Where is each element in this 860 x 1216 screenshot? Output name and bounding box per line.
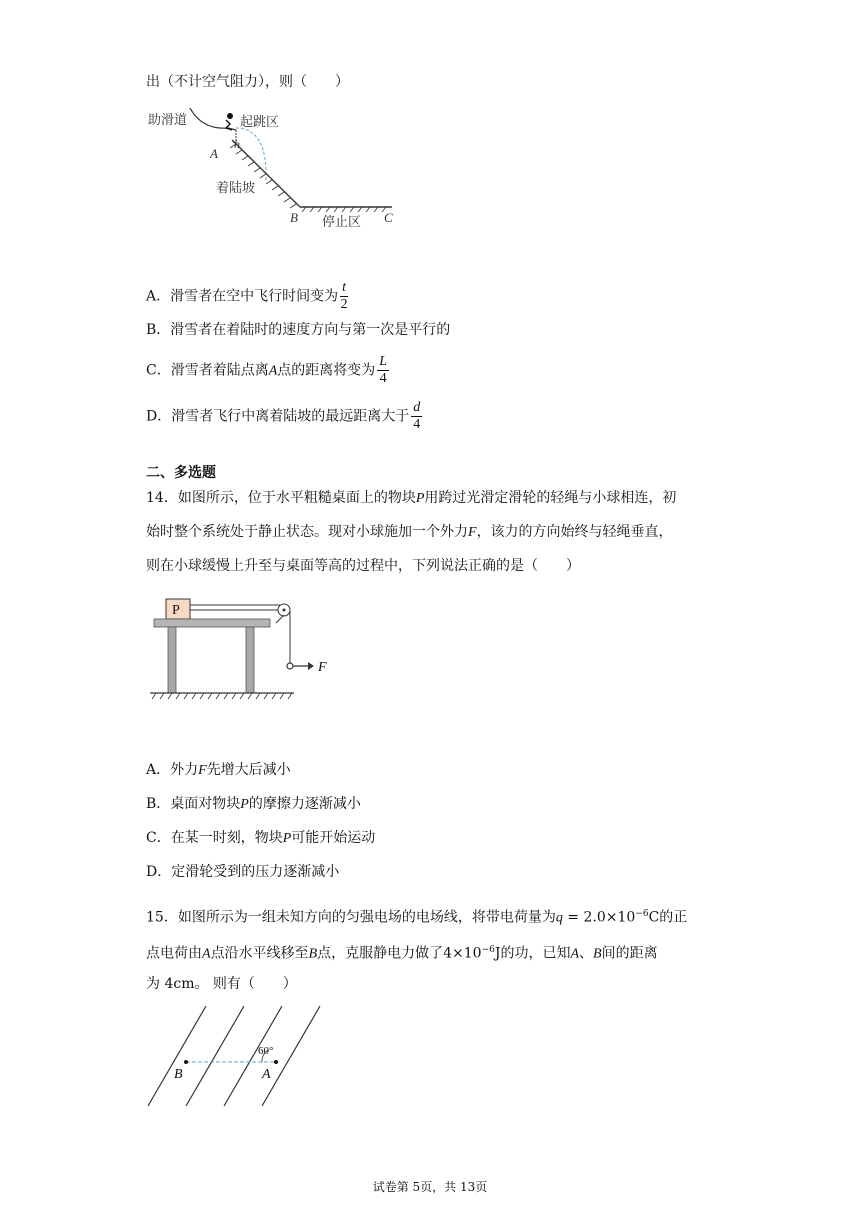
point-b-label: B — [174, 1067, 183, 1082]
q14-option-d: D．定滑轮受到的压力逐渐减小 — [146, 864, 340, 880]
label-stop-zone: 停止区 — [322, 215, 362, 230]
q13-option-c: C．滑雪者着陆点离A点的距离将变为 $\frac{L}{4}$ — [146, 354, 388, 386]
q15-stem-line1: 15．如图所示为一组未知方向的匀强电场的电场线，将带电荷量为$q = 2.0\times 10^{-6}C$的正 — [146, 909, 688, 926]
block-p-label: P — [172, 603, 180, 618]
label-h: h — [234, 137, 240, 151]
label-runway: 助滑道 — [148, 113, 188, 128]
table-pulley-figure — [148, 596, 348, 708]
q14-stem-line2: 始时整个系统处于静止状态。现对小球施加一个外力F，该力的方向始终与轻绳垂直， — [146, 524, 673, 540]
q14-option-a: A．外力F先增大后减小 — [146, 762, 291, 778]
q15-stem-line2: 点电荷由A点沿水平线移至B点，克服静电力做了$4\times 10^{-6}J$的功，已知A、B间的距离 — [146, 945, 658, 962]
label-landing-slope: 着陆坡 — [216, 181, 256, 196]
angle-label: 60° — [258, 1045, 274, 1057]
force-f-label: F — [318, 660, 327, 675]
section-heading: 二、多选题 — [146, 465, 216, 481]
q13-option-d: D．滑雪者飞行中离着陆坡的最远距离大于 $\frac{d}{4}$ — [146, 400, 421, 432]
label-point-c: C — [384, 210, 393, 225]
q14-stem-line3: 则在小球缓慢上升至与桌面等高的过程中，下列说法正确的是（ ） — [146, 558, 580, 574]
point-a-label: A — [262, 1067, 271, 1082]
q14-option-b: B．桌面对物块P的摩擦力逐渐减小 — [146, 796, 361, 812]
q14-option-c: C．在某一时刻，物块P可能开始运动 — [146, 830, 376, 846]
q13-stem-tail: 出（不计空气阻力），则（ ） — [146, 74, 349, 90]
label-point-a: A — [210, 146, 218, 161]
page-footer: 试卷第 5页，共 13页 — [372, 1180, 488, 1194]
q13-option-a: A．滑雪者在空中飞行时间变为 $\frac{t}{2}$ — [146, 280, 348, 312]
label-jump-zone: 起跳区 — [240, 115, 280, 130]
label-point-b: B — [290, 210, 298, 225]
q13-option-b: B．滑雪者在着陆时的速度方向与第一次是平行的 — [146, 322, 451, 338]
ski-jump-figure — [140, 100, 420, 240]
electric-field-figure — [140, 1000, 340, 1110]
q14-stem-line1: 14．如图所示，位于水平粗糙桌面上的物块P用跨过光滑定滑轮的轻绳与小球相连，初 — [146, 490, 677, 506]
q15-stem-line3: 为 4cm。 则有（ ） — [146, 976, 297, 992]
